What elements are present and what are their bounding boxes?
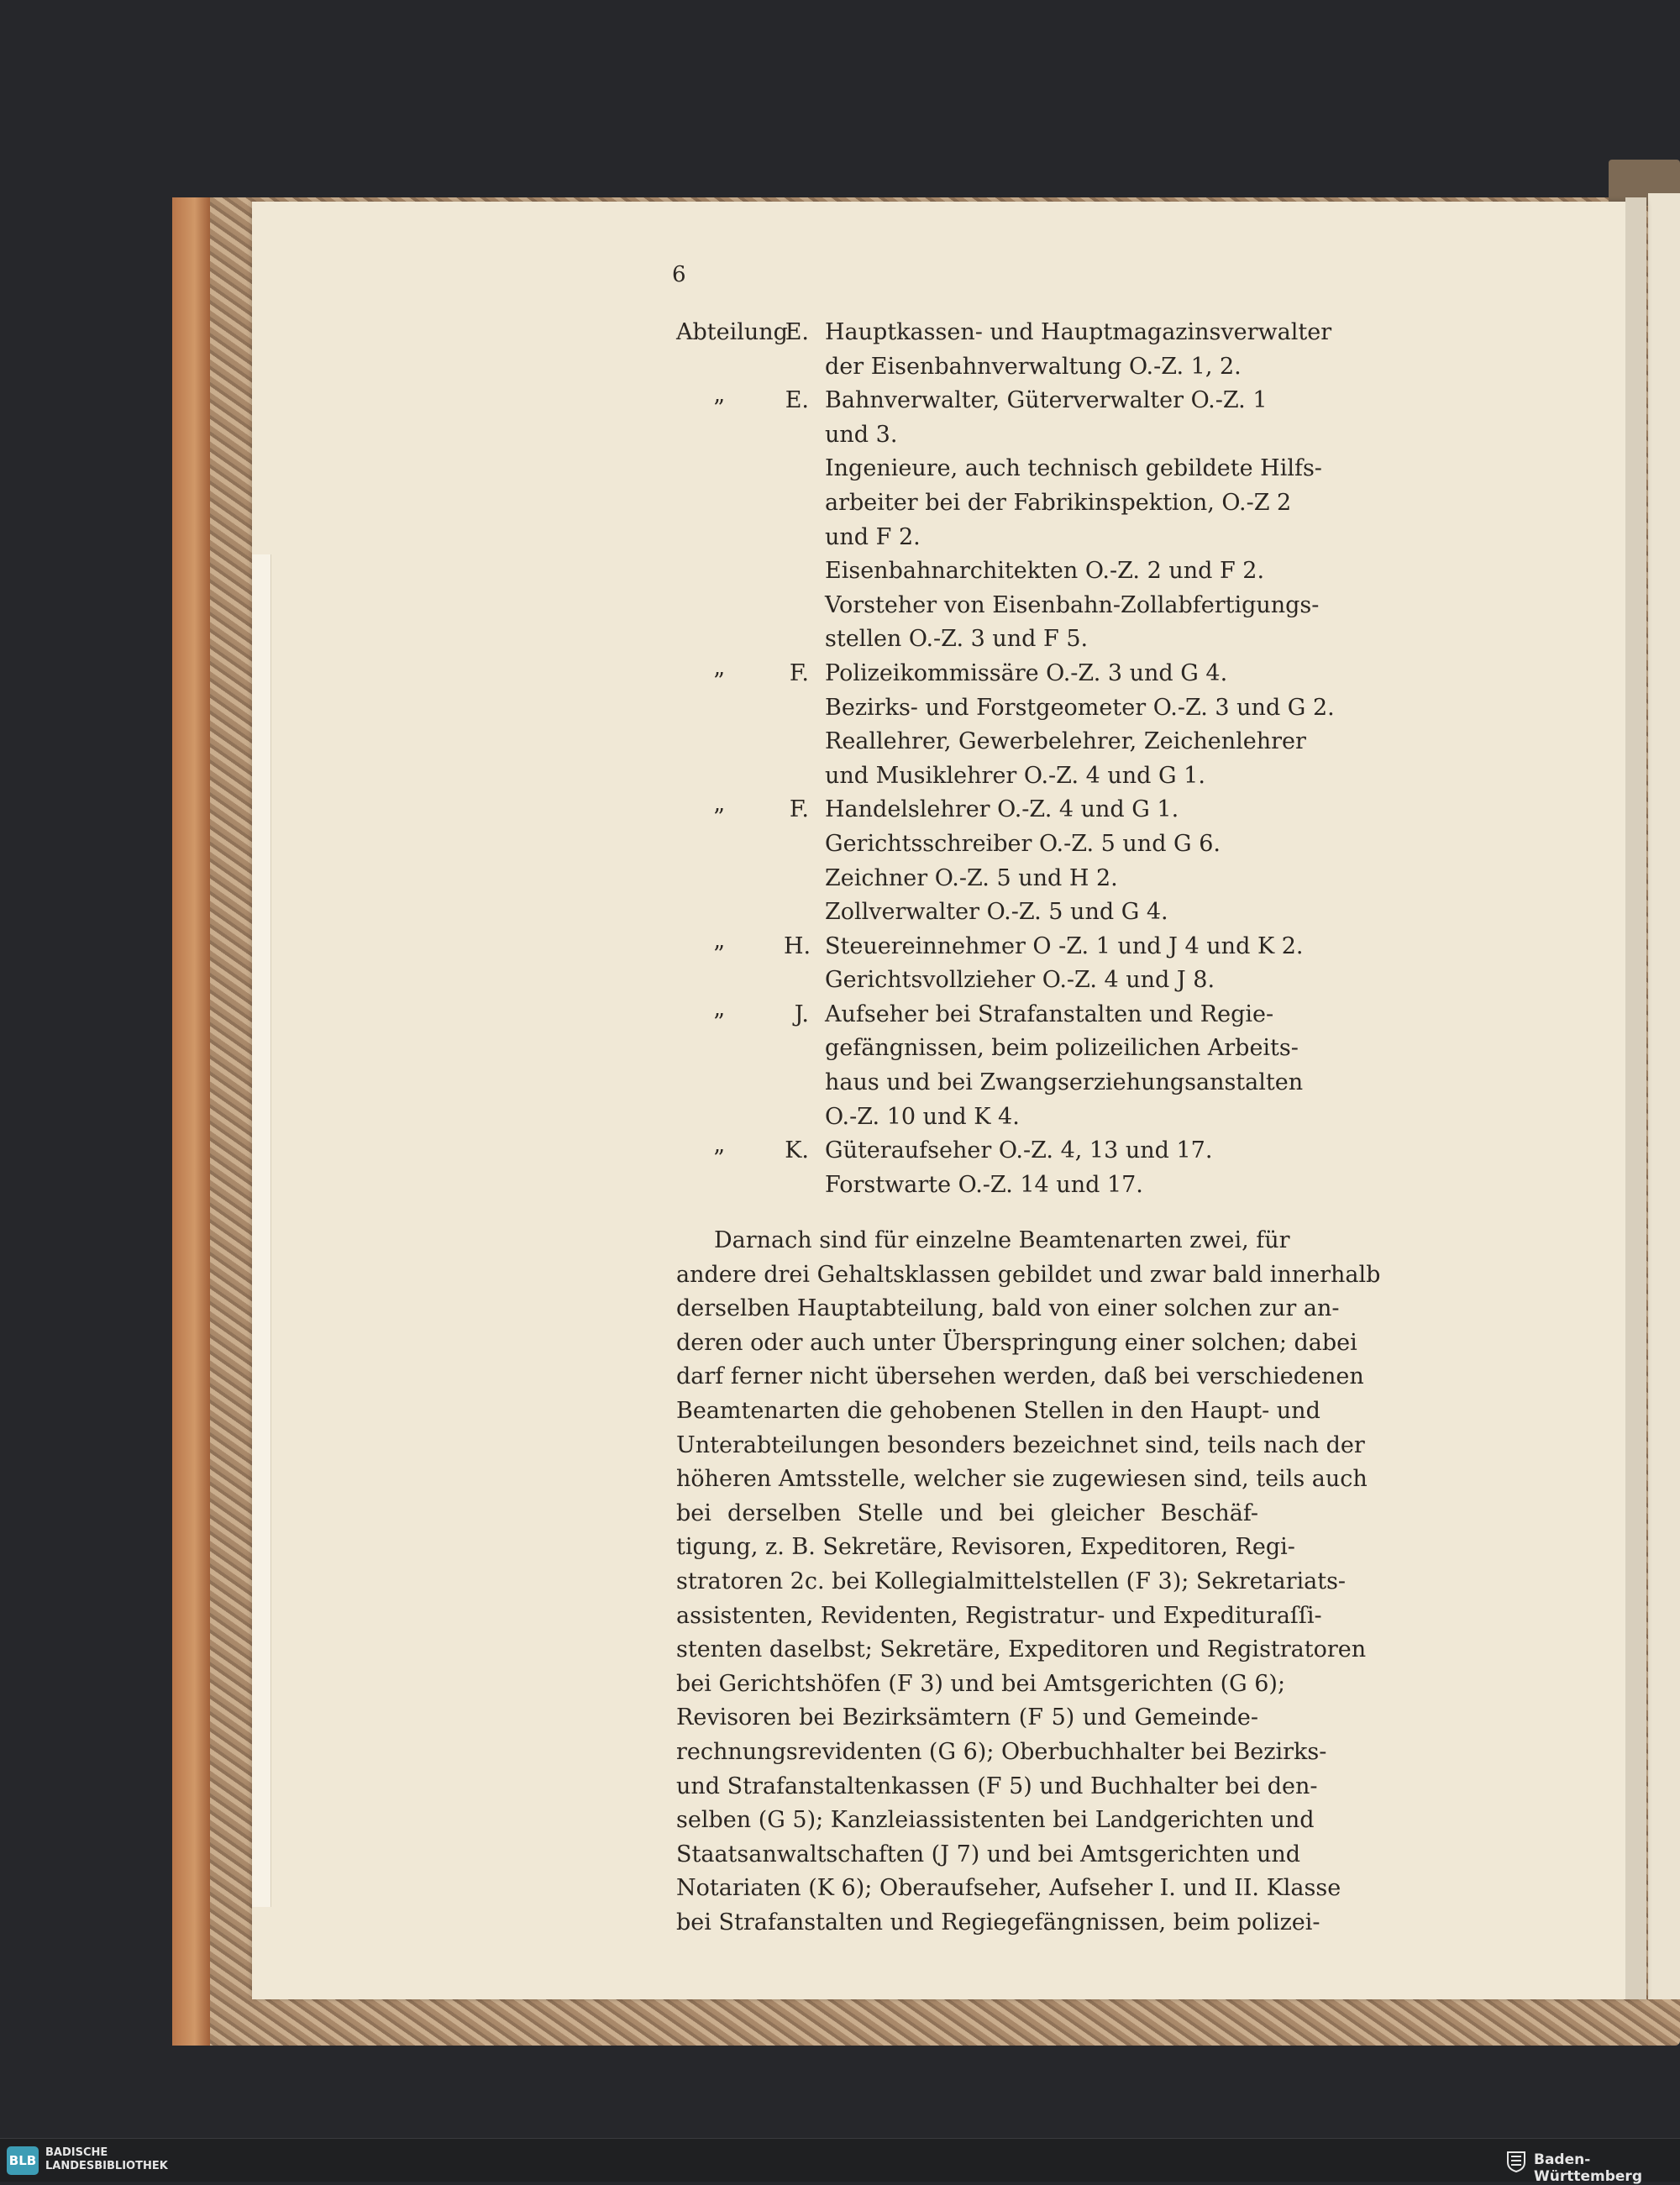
list-row	[676, 862, 1264, 896]
row-letter: F.	[789, 659, 809, 686]
row-letter: K.	[785, 1137, 809, 1164]
list-row	[676, 418, 1264, 453]
row-text: stellen O.-Z. 3 und F 5.	[825, 626, 1089, 653]
ditto-mark: ”	[713, 1146, 725, 1173]
list-row	[676, 793, 1264, 832]
body-paragraph	[676, 1224, 1381, 1940]
ditto-mark: ”	[713, 941, 725, 968]
row-text: Handelslehrer O.-Z. 4 und G 1.	[825, 796, 1179, 823]
list-row	[676, 1032, 1299, 1066]
row-text: und F 2.	[825, 523, 921, 550]
ditto-mark: ”	[713, 805, 725, 832]
paragraph-line: assistenten, Revidenten, Registratur- und Expedituraſſi-	[676, 1602, 1322, 1629]
paragraph-line: Unterabteilungen besonders bezeichnet sind, teils nach der	[676, 1431, 1365, 1458]
list-row	[676, 896, 1264, 930]
paragraph-line: stratoren 2c. bei Kollegialmittelstellen (F 3); Sekretariats-	[676, 1568, 1347, 1594]
row-text: Zeichner O.-Z. 5 und H 2.	[825, 864, 1118, 891]
baden-wuerttemberg-label[interactable]: Baden-Württemberg	[1534, 2151, 1642, 2185]
row-text: Zollverwalter O.-Z. 5 und G 4.	[825, 899, 1168, 926]
blb-logo[interactable]: BLB	[7, 2146, 39, 2175]
paragraph-line: deren oder auch unter Überspringung einer solchen; dabei	[676, 1329, 1357, 1356]
row-text: und Musiklehrer O.-Z. 4 und G 1.	[825, 762, 1205, 789]
paragraph-line: andere drei Gehaltsklassen gebildet und zwar bald innerhalb	[676, 1261, 1381, 1288]
paragraph-line: selben (G 5); Kanzleiassistenten bei Landgerichten und	[676, 1807, 1315, 1834]
row-text: arbeiter bei der Fabrikinspektion, O.-Z 2	[825, 489, 1292, 516]
row-text: Aufseher bei Strafanstalten und Regie-	[825, 1001, 1274, 1027]
row-text: Gerichtsvollzieher O.-Z. 4 und J 8.	[825, 967, 1215, 994]
list-row	[676, 1169, 1264, 1203]
paragraph-line: Notariaten (K 6); Oberaufseher, Aufseher I. und II. Klasse	[676, 1875, 1341, 1902]
row-text: Bahnverwalter, Güterverwalter O.-Z. 1	[825, 387, 1268, 414]
paragraph-line: höheren Amtsstelle, welcher sie zugewiesen sind, teils auch	[676, 1466, 1368, 1493]
paragraph-line: bei Strafanstalten und Regiegefängnissen, beim polizei-	[676, 1909, 1320, 1936]
paragraph-line: Revisoren bei Bezirksämtern (F 5) und Gemeinde-	[676, 1704, 1258, 1731]
paragraph-line: Darnach sind für einzelne Beamtenarten zwei, für	[714, 1227, 1290, 1253]
ditto-mark: ”	[713, 668, 725, 695]
leather-spine-edge	[172, 197, 210, 2046]
row-letter: F.	[789, 796, 809, 823]
blb-logo-text[interactable]	[45, 2146, 168, 2173]
row-text: Gerichtsschreiber O.-Z. 5 und G 6.	[825, 830, 1221, 857]
paragraph-line: Staatsanwaltschaften (J 7) und bei Amtsgerichten und	[676, 1841, 1301, 1867]
list-row	[676, 691, 1335, 726]
row-text: O.-Z. 10 und K 4.	[825, 1103, 1020, 1130]
department-list	[676, 316, 1335, 1202]
list-row	[676, 316, 1332, 350]
row-text: Vorsteher von Eisenbahn-Zollabfertigungs-	[825, 591, 1320, 618]
paragraph-line: derselben Hauptabteilung, bald von einer solchen zur an-	[676, 1295, 1340, 1322]
row-letter: E.	[785, 387, 809, 414]
paragraph-line: Beamtenarten die gehobenen Stellen in den Haupt- und	[676, 1397, 1320, 1424]
row-text: Bezirks- und Forstgeometer O.-Z. 3 und G 2.	[825, 694, 1335, 721]
list-row	[676, 486, 1292, 521]
list-row	[676, 521, 1264, 555]
row-letter: J.	[794, 1001, 809, 1027]
row-text: der Eisenbahnverwaltung O.-Z. 1, 2.	[825, 353, 1242, 380]
row-text: gefängnissen, beim polizeilichen Arbeits-	[825, 1035, 1299, 1062]
row-text: haus und bei Zwangserziehungsanstalten	[825, 1069, 1304, 1096]
row-text: Ingenieure, auch technisch gebildete Hilfs-	[825, 455, 1322, 482]
paragraph-line: und Strafanstaltenkassen (F 5) und Buchhalter bei den-	[676, 1773, 1318, 1799]
paragraph-line: darf ferner nicht übersehen werden, daß bei verschiedenen	[676, 1363, 1364, 1390]
row-text: Güteraufseher O.-Z. 4, 13 und 17.	[825, 1137, 1213, 1164]
row-text: Forstwarte O.-Z. 14 und 17.	[825, 1171, 1143, 1198]
list-row	[676, 1134, 1264, 1173]
lions-coat-of-arms-icon	[1505, 2149, 1527, 2172]
list-row	[676, 622, 1264, 657]
list-row	[676, 759, 1264, 794]
row-text: und 3.	[825, 421, 898, 448]
list-row	[676, 452, 1322, 486]
paragraph-line: tigung, z. B. Sekretäre, Revisoren, Expeditoren, Regi-	[676, 1534, 1295, 1561]
paragraph-line: stenten daselbst; Sekretäre, Expeditoren und Registratoren	[676, 1636, 1367, 1663]
row-text: Steuereinnehmer O -Z. 1 und J 4 und K 2.	[825, 932, 1304, 959]
page-inner-margin	[252, 554, 271, 1907]
list-row	[676, 725, 1306, 759]
list-row	[676, 384, 1268, 423]
page-gutter	[1625, 197, 1646, 1999]
row-letter: E.	[785, 319, 809, 345]
paragraph-line: rechnungsrevidenten (G 6); Oberbuchhalter bei Bezirks-	[676, 1738, 1327, 1765]
page-number: 6	[672, 262, 686, 287]
paragraph-line: bei Gerichtshöfen (F 3) und bei Amtsgerichten (G 6);	[676, 1670, 1286, 1697]
list-row	[676, 554, 1264, 589]
list-row	[676, 657, 1264, 695]
row-text: Eisenbahnarchitekten O.-Z. 2 und F 2.	[825, 558, 1265, 585]
row-label: Abteilung	[676, 319, 788, 345]
viewer-footer	[0, 2138, 1680, 2185]
list-row	[676, 350, 1264, 385]
paragraph-line: bei derselben Stelle und bei gleicher Beschäf-	[676, 1500, 1258, 1526]
list-row	[676, 964, 1264, 998]
row-letter: H.	[784, 932, 811, 959]
list-row	[676, 930, 1304, 968]
logo-line-2: LANDESBIBLIOTHEK	[45, 2160, 168, 2172]
logo-line-1: BADISCHE	[45, 2146, 108, 2159]
ditto-mark: ”	[713, 1009, 725, 1036]
list-row	[676, 998, 1274, 1036]
row-text: Reallehrer, Gewerbelehrer, Zeichenlehrer	[825, 728, 1306, 755]
list-row	[676, 1066, 1304, 1100]
list-row	[676, 827, 1264, 862]
ditto-mark: ”	[713, 396, 725, 423]
list-row	[676, 1100, 1264, 1135]
list-row	[676, 589, 1320, 623]
next-page-edge	[1648, 193, 1680, 1999]
row-text: Hauptkassen- und Hauptmagazinsverwalter	[825, 319, 1332, 345]
row-text: Polizeikommissäre O.-Z. 3 und G 4.	[825, 659, 1228, 686]
